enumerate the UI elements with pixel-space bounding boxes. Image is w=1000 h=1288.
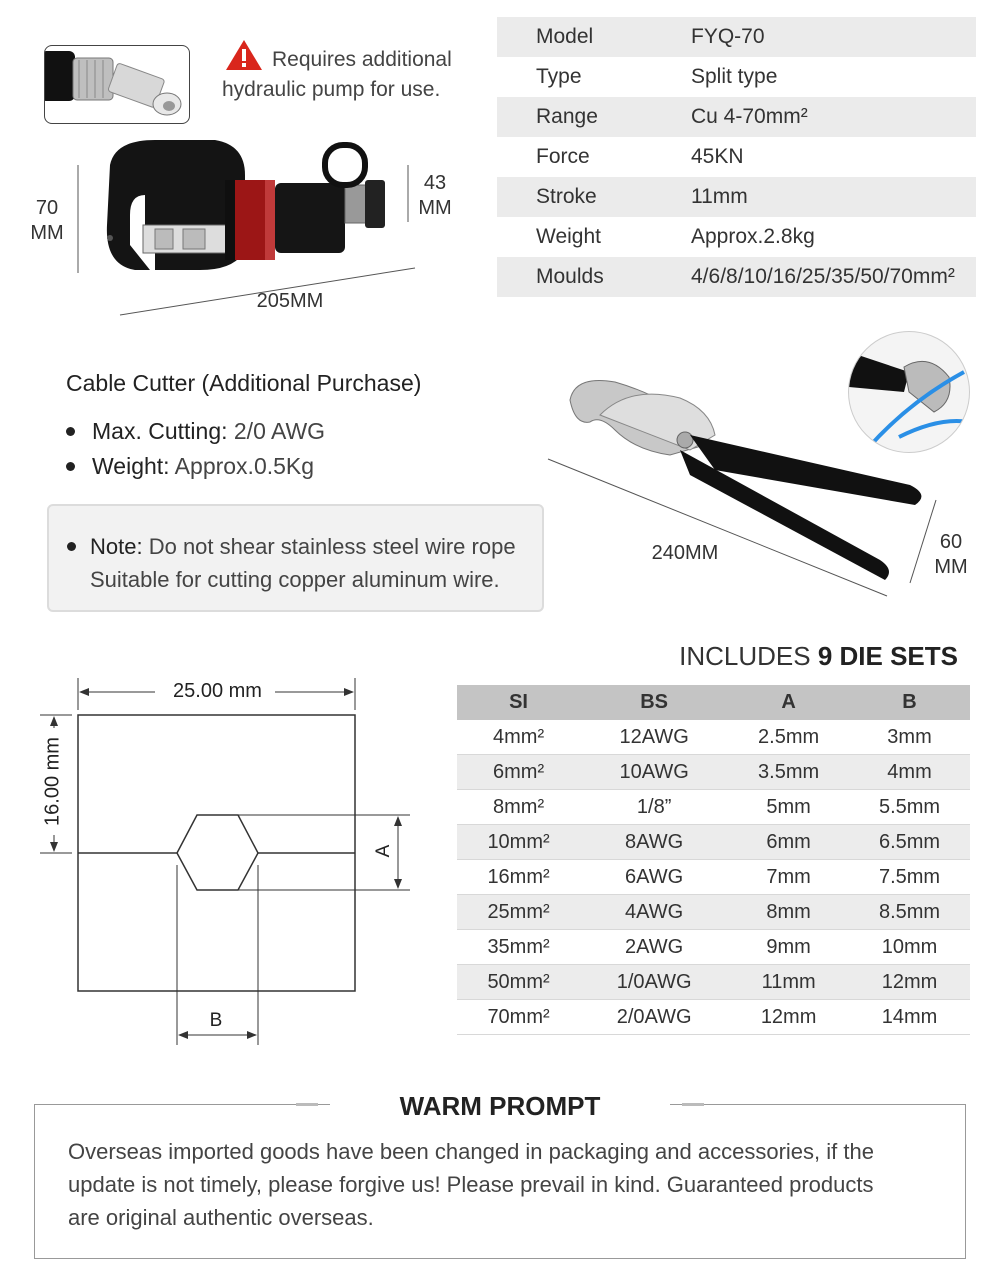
die-cell: 1/8” — [580, 790, 728, 825]
height-value: 70 — [35, 197, 59, 219]
max-cutting-label: Max. Cutting: — [92, 418, 228, 444]
warm-prompt-line-3: are original authentic overseas. — [68, 1205, 374, 1230]
die-cell: 5mm — [728, 790, 849, 825]
note-label: Note: — [90, 534, 143, 559]
spec-value: 11mm — [691, 177, 976, 217]
cutter-width-dimension — [926, 530, 976, 580]
note-box — [47, 504, 544, 612]
cutter-detail-inset — [848, 331, 970, 453]
die-diagram — [30, 670, 430, 1060]
die-cell: 6mm² — [457, 755, 580, 790]
cutter-bullets — [66, 414, 325, 484]
bullet-dot — [66, 427, 75, 436]
warm-prompt-line-1: Overseas imported goods have been changed in packaging and accessories, if the — [68, 1139, 874, 1164]
cutter-length: 240MM — [651, 542, 719, 564]
weight-value: Approx.0.5Kg — [169, 453, 315, 479]
die-cell: 10mm² — [457, 825, 580, 860]
die-cell: 35mm² — [457, 930, 580, 965]
spec-value: 45KN — [691, 145, 744, 168]
spec-key: Force — [536, 145, 590, 168]
die-column-header: SI — [457, 685, 580, 720]
cutter-title: Cable Cutter (Additional Purchase) — [66, 370, 422, 396]
die-cell: 14mm — [849, 1000, 970, 1035]
bullet-weight — [66, 449, 325, 484]
spec-row — [497, 257, 976, 297]
cutter-detail-image — [849, 332, 969, 452]
spec-row — [497, 57, 976, 97]
die-sets-table — [457, 685, 970, 1035]
die-cell: 3mm — [849, 720, 970, 755]
note-text — [67, 530, 516, 596]
note-line-2: Suitable for cutting copper aluminum wire. — [90, 567, 500, 592]
spec-row — [497, 177, 976, 217]
warm-prompt-line-2: update is not timely, please forgive us! Please prevail in kind. Guaranteed products — [68, 1172, 874, 1197]
die-cell: 8mm — [728, 895, 849, 930]
die-row — [457, 930, 970, 965]
spec-row — [497, 97, 976, 137]
die-row — [457, 965, 970, 1000]
spec-key: Model — [497, 17, 691, 57]
die-b-label: B — [209, 1010, 223, 1031]
die-row — [457, 895, 970, 930]
die-sets-heading — [679, 641, 958, 672]
warm-prompt-title: WARM PROMPT — [330, 1088, 670, 1124]
die-row — [457, 790, 970, 825]
die-cell: 70mm² — [457, 1000, 580, 1035]
die-height-label: 16.00 mm — [41, 737, 64, 826]
die-column-header: BS — [580, 685, 728, 720]
warning-line-2: hydraulic pump for use. — [222, 78, 441, 101]
die-cell: 3.5mm — [728, 755, 849, 790]
bullet-dot — [66, 462, 75, 471]
spec-value: Cu 4-70mm² — [691, 97, 976, 137]
die-cell: 7mm — [728, 860, 849, 895]
die-row — [457, 720, 970, 755]
die-cell: 8mm² — [457, 790, 580, 825]
spec-key: Type — [536, 65, 582, 88]
weight-label: Weight: — [92, 453, 170, 479]
die-cell: 4mm — [849, 755, 970, 790]
die-cell: 8.5mm — [849, 895, 970, 930]
cutter-dimension-lines — [540, 455, 960, 605]
die-cell: 1/0AWG — [580, 965, 728, 1000]
die-row — [457, 825, 970, 860]
die-cell: 2/0AWG — [580, 1000, 728, 1035]
spec-value: Approx.2.8kg — [691, 225, 815, 248]
die-cell: 10AWG — [580, 755, 728, 790]
length-dimension: 205MM — [256, 290, 324, 312]
cutter-width-unit: MM — [934, 556, 968, 578]
spec-key: Stroke — [497, 177, 691, 217]
depth-value: 43 — [423, 172, 447, 194]
die-row — [457, 1000, 970, 1035]
die-cell: 12mm — [728, 1000, 849, 1035]
bullet-dot — [67, 542, 76, 551]
height-dimension — [22, 196, 72, 246]
bullet-max-cutting — [66, 414, 325, 449]
cutter-width-value: 60 — [939, 531, 963, 553]
die-width-label: 25.00 mm — [173, 680, 262, 702]
spec-row — [497, 137, 976, 177]
spec-row — [497, 17, 976, 57]
die-cell: 12AWG — [580, 720, 728, 755]
die-cell: 50mm² — [457, 965, 580, 1000]
spec-key: Moulds — [497, 257, 691, 297]
spec-key: Range — [497, 97, 691, 137]
depth-dimension — [410, 171, 460, 221]
spec-value: Split type — [691, 65, 778, 88]
note-line-1: Do not shear stainless steel wire rope — [142, 534, 516, 559]
depth-unit: MM — [418, 197, 452, 219]
die-cell: 6AWG — [580, 860, 728, 895]
die-cell: 9mm — [728, 930, 849, 965]
die-sets-heading-count: 9 DIE SETS — [817, 641, 958, 671]
die-row — [457, 860, 970, 895]
spec-key: Weight — [536, 225, 601, 248]
die-cell: 7.5mm — [849, 860, 970, 895]
die-cell: 6mm — [728, 825, 849, 860]
warning-text — [222, 45, 472, 105]
connector-image — [45, 46, 189, 123]
die-column-header: A — [728, 685, 849, 720]
title-divider-left — [296, 1103, 318, 1106]
spec-value: FYQ-70 — [691, 17, 976, 57]
die-cell: 11mm — [728, 965, 849, 1000]
title-divider-right — [682, 1103, 704, 1106]
warm-prompt-text — [68, 1135, 958, 1234]
connector-inset — [44, 45, 190, 124]
max-cutting-value: 2/0 AWG — [227, 418, 326, 444]
die-cell: 12mm — [849, 965, 970, 1000]
spec-row — [497, 217, 976, 257]
die-cell: 25mm² — [457, 895, 580, 930]
die-cell: 16mm² — [457, 860, 580, 895]
spec-table — [497, 17, 976, 297]
die-cell: 6.5mm — [849, 825, 970, 860]
warning-line-1: Requires additional — [272, 48, 452, 71]
height-unit: MM — [30, 222, 64, 244]
die-cell: 2AWG — [580, 930, 728, 965]
die-cell: 4mm² — [457, 720, 580, 755]
die-sets-heading-prefix: INCLUDES — [679, 641, 818, 671]
die-column-header: B — [849, 685, 970, 720]
die-row — [457, 755, 970, 790]
spec-value: 4/6/8/10/16/25/35/50/70mm² — [691, 257, 976, 297]
die-cell: 5.5mm — [849, 790, 970, 825]
die-cell: 2.5mm — [728, 720, 849, 755]
die-cell: 8AWG — [580, 825, 728, 860]
die-cell: 10mm — [849, 930, 970, 965]
die-cell: 4AWG — [580, 895, 728, 930]
die-a-label: A — [373, 844, 394, 858]
